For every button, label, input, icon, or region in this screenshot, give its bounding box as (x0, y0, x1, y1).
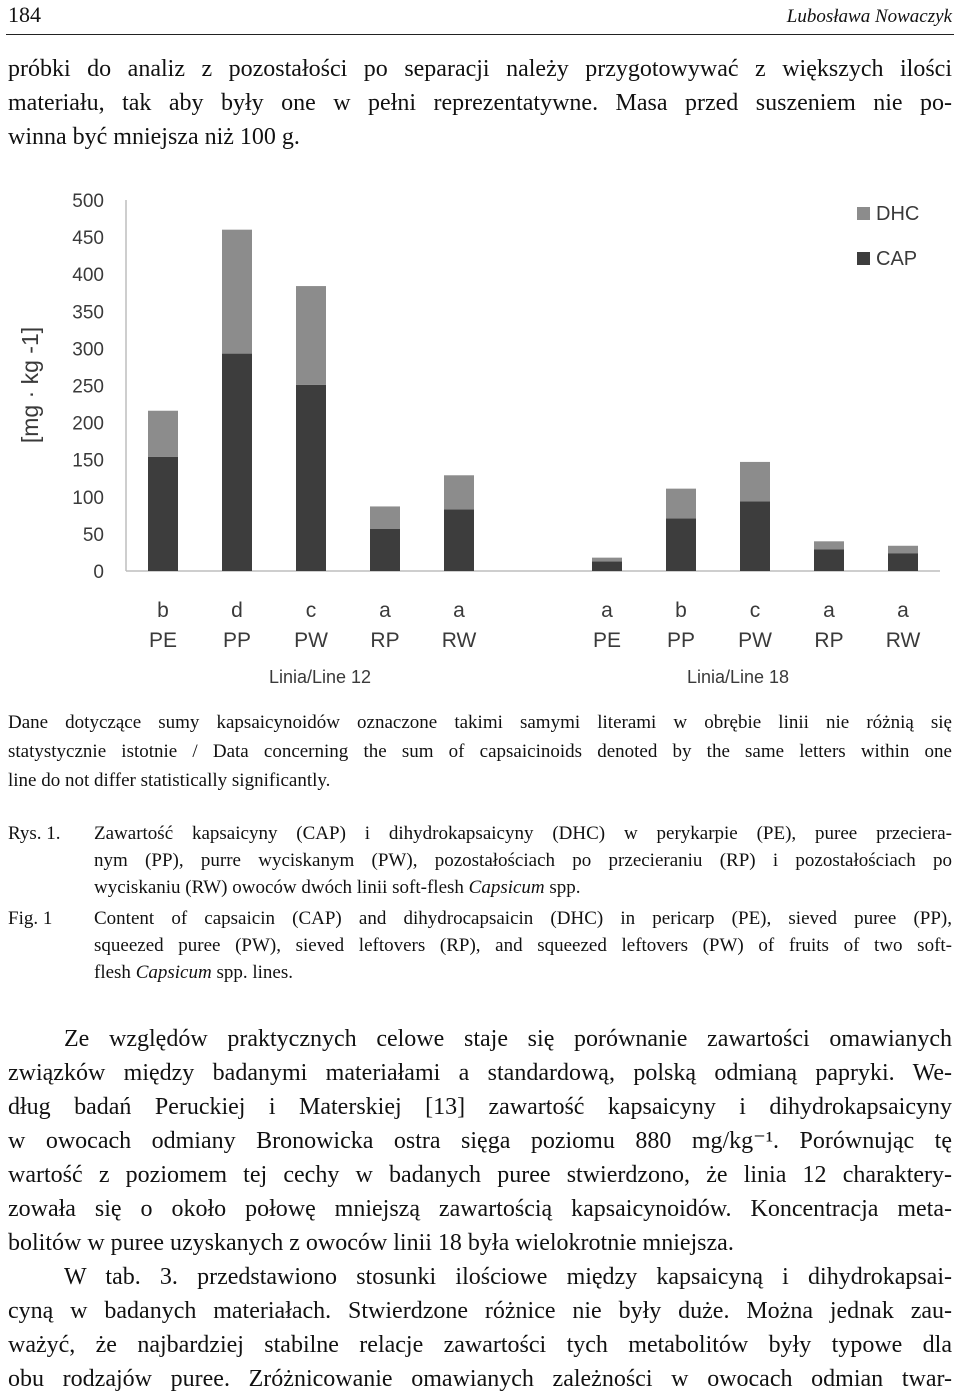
text-line: bolitów w puree uzyskanych z owoców linii 18 była wielokrotnie mniejsza. (8, 1230, 734, 1256)
running-author: Lubosława Nowaczyk (786, 6, 952, 27)
caption-line: nym (PP), purre wyciskanym (PW), pozostałościach po przecieraniu (RP) i pozostałościach po (94, 850, 952, 871)
significance-letter: a (897, 599, 909, 622)
category-label: RP (814, 629, 844, 652)
bar-dhc (888, 546, 918, 553)
bar-dhc (592, 558, 622, 562)
top-paragraph (8, 52, 952, 154)
text-line: winna być mniejsza niż 100 g. (8, 124, 300, 150)
caption-line: squeezed puree (PW), sieved leftovers (RP), and squeezed leftovers (PW) of fruits of two soft- (94, 935, 952, 956)
text-line: Ze względów praktycznych celowe staje się porównanie zawartości omawianych (64, 1026, 952, 1052)
significance-letter: b (675, 599, 687, 622)
y-tick-label: 100 (72, 487, 104, 509)
text-line: wartość z poziomem tej cechy w badanych puree stwierdzono, że linia 12 charaktery- (8, 1162, 952, 1188)
significance-letter: c (305, 599, 317, 622)
category-label: RP (370, 629, 400, 652)
chart-svg (0, 180, 960, 700)
bar-cap (888, 553, 918, 571)
text-line: próbki do analiz z pozostałości po separacji należy przygotowywać z większych ilości (8, 56, 952, 82)
bar-cap (740, 501, 770, 571)
category-label: PP (666, 629, 696, 652)
bar-dhc (296, 286, 326, 385)
significance-letter: c (749, 599, 761, 622)
genus-name: Capsicum (468, 877, 545, 898)
caption-line (94, 874, 952, 901)
text-line: obu rodzajów puree. Zróżnicowanie omawianych zależności w owocach odmian twar- (8, 1366, 952, 1392)
category-label: PE (148, 629, 178, 652)
y-axis-label: [mg · kg -1] (17, 326, 43, 444)
bar-dhc (222, 230, 252, 354)
y-tick-label: 0 (93, 562, 104, 583)
note-line: line do not differ statistically significantly. (8, 770, 331, 791)
bar-cap (666, 518, 696, 571)
bar-cap (148, 457, 178, 571)
chart-note (8, 708, 952, 795)
category-label: PE (592, 629, 622, 652)
legend-label: CAP (876, 248, 918, 270)
bar-cap (222, 354, 252, 571)
y-tick-label: 500 (72, 191, 104, 212)
group-label: Linia/Line 18 (686, 667, 790, 687)
text-line: cyną w badanych materiałach. Stwierdzone różnice nie były duże. Można jednak zau- (8, 1298, 952, 1324)
y-tick-label: 350 (72, 302, 104, 324)
bar-dhc (370, 506, 400, 528)
category-label: PW (738, 629, 772, 652)
caption-label: Rys. 1. (8, 823, 61, 844)
bar-dhc (444, 475, 474, 509)
significance-letter: a (823, 599, 835, 622)
legend-label: DHC (876, 203, 920, 225)
note-line: Dane dotyczące sumy kapsaicynoidów oznaczone takimi samymi literami w obrębie linii nie różnią się (8, 712, 952, 733)
y-tick-label: 250 (72, 376, 104, 398)
caption-line: Zawartość kapsaicyny (CAP) i dihydrokapsaicyny (DHC) w perykarpie (PE), puree przeciera- (94, 823, 952, 844)
category-label: RW (885, 629, 921, 652)
text-line: ważyć, że najbardziej stabilne relacje zawartości tych metabolitów były typowe dla (8, 1332, 952, 1358)
text-line: zowała się o około połowę mniejszą zawartością kapsaicynoidów. Koncentracja meta- (8, 1196, 952, 1222)
y-tick-label: 150 (72, 450, 104, 472)
caption-line: Content of capsaicin (CAP) and dihydrocapsaicin (DHC) in pericarp (PE), sieved puree (PP), (94, 908, 952, 929)
caption-line (94, 959, 952, 986)
bar-dhc (814, 541, 844, 549)
caption-polish (8, 820, 952, 901)
category-label: PP (222, 629, 252, 652)
page-number: 184 (8, 2, 41, 27)
bar-dhc (666, 489, 696, 519)
caption-text: spp. lines. (211, 962, 293, 983)
bar-dhc (148, 411, 178, 457)
significance-letter: a (453, 599, 465, 622)
bar-cap (444, 509, 474, 571)
caption-text: wyciskaniu (RW) owoców dwóch linii soft-flesh (94, 877, 469, 898)
bottom-paragraph (8, 1022, 952, 1396)
caption-text: spp. (544, 877, 581, 898)
caption-label: Fig. 1 (8, 908, 53, 929)
y-tick-label: 200 (72, 413, 104, 435)
text-line: w owocach odmiany Bronowicka ostra sięga poziomu 880 mg/kg⁻¹. Porównując tę (8, 1128, 952, 1154)
legend-swatch-dhc (857, 207, 870, 220)
caption-text: flesh (94, 962, 136, 983)
note-line: statystycznie istotnie / Data concerning the sum of capsaicinoids denoted by the same letters within one (8, 741, 952, 762)
significance-letter: b (157, 599, 169, 622)
significance-letter: a (601, 599, 613, 622)
bar-cap (592, 561, 622, 571)
bar-dhc (740, 462, 770, 501)
bar-cap (296, 385, 326, 571)
y-tick-label: 400 (72, 265, 104, 287)
group-label: Linia/Line 12 (268, 667, 372, 687)
category-label: RW (441, 629, 477, 652)
caption-english (8, 905, 952, 986)
text-line: dług badań Peruckiej i Materskiej [13] zawartość kapsaicyny i dihydrokapsaicyny (8, 1094, 952, 1120)
bar-cap (814, 549, 844, 571)
legend-swatch-cap (857, 252, 870, 265)
significance-letter: a (379, 599, 391, 622)
page-header (6, 0, 954, 35)
y-tick-label: 450 (72, 228, 104, 250)
bar-cap (370, 529, 400, 571)
y-tick-label: 50 (82, 524, 104, 546)
category-label: PW (294, 629, 328, 652)
significance-letter: d (231, 599, 243, 622)
text-line: W tab. 3. przedstawiono stosunki ilościowe między kapsaicyną i dihydrokapsai- (64, 1264, 952, 1290)
genus-name: Capsicum (135, 962, 212, 983)
capsaicinoid-chart (0, 180, 960, 700)
text-line: materiału, tak aby były one w pełni reprezentatywne. Masa przed suszeniem nie po- (8, 90, 952, 116)
y-tick-label: 300 (72, 339, 104, 361)
text-line: związków między badanymi materiałami a standardową, polską odmianą papryki. We- (8, 1060, 952, 1086)
